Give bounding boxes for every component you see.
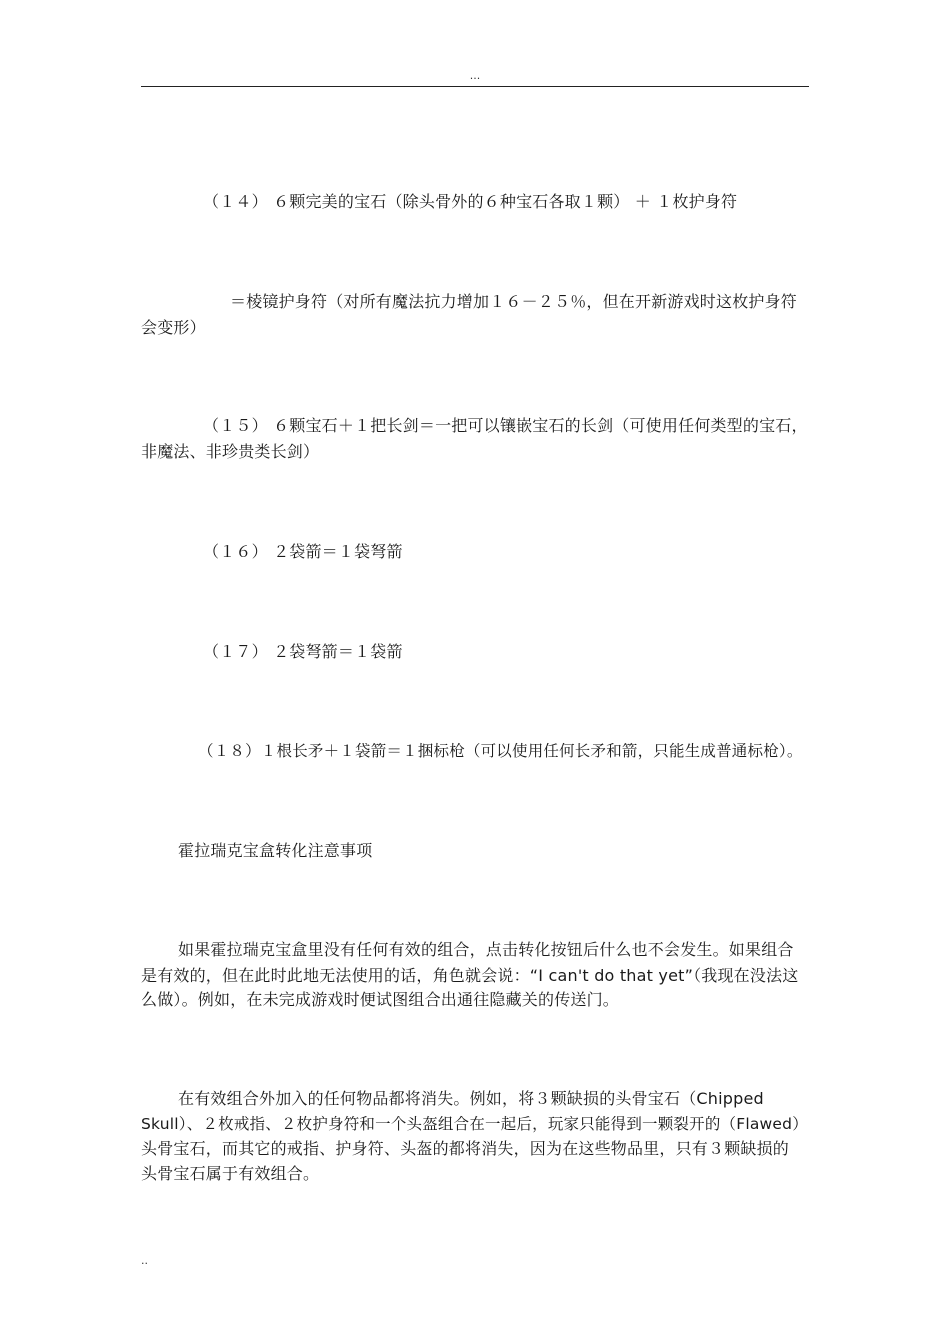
recipe-14-result-cont: 会变形） [141,318,206,337]
paragraph-1-line-2: 是有效的，但在此时此地无法使用的话，角色就会说：“I can't do that yet”（我现在没法这 [141,966,799,985]
paragraph-2-line-4: 头骨宝石属于有效组合。 [141,1164,320,1183]
recipe-15-line-cont: 非魔法、非珍贵类长剑） [141,442,320,461]
paragraph-2-line-2: Skull）、２枚戒指、２枚护身符和一个头盔组合在一起后，玩家只能得到一颗裂开的（Flawed） [141,1115,808,1133]
recipe-14-result: ＝棱镜护身符（对所有魔法抗力增加１６－２５％，但在开新游戏时这枚护身符 [230,292,798,311]
header-mark: ... [469,69,481,82]
section-heading: 霍拉瑞克宝盒转化注意事项 [178,841,373,860]
paragraph-1-line-3: 么做）。例如，在未完成游戏时便试图组合出通往隐藏关的传送门。 [141,990,620,1009]
recipe-18-line: （１８）１根长矛＋１袋箭＝１捆标枪（可以使用任何长矛和箭，只能生成普通标枪）。 [198,742,803,760]
footer-mark: .. [141,1254,148,1267]
paragraph-2-line-3: 头骨宝石，而其它的戒指、护身符、头盔的都将消失，因为在这些物品里，只有３颗缺损的 [141,1139,790,1158]
recipe-14-line: （１４） ６颗完美的宝石（除头骨外的６种宝石各取１颗） ＋ １枚护身符 [203,192,738,211]
header-rule [141,86,809,87]
recipe-17-line: （１７） ２袋弩箭＝１袋箭 [203,642,403,661]
recipe-15-line: （１５） ６颗宝石＋１把长剑＝一把可以镶嵌宝石的长剑（可使用任何类型的宝石， [203,416,808,435]
paragraph-2-line-1: 在有效组合外加入的任何物品都将消失。例如，将３颗缺损的头骨宝石（Chipped [178,1089,764,1108]
paragraph-1-line-1: 如果霍拉瑞克宝盒里没有任何有效的组合，点击转化按钮后什么也不会发生。如果组合 [178,940,794,959]
recipe-16-line: （１６） ２袋箭＝１袋弩箭 [203,542,403,561]
